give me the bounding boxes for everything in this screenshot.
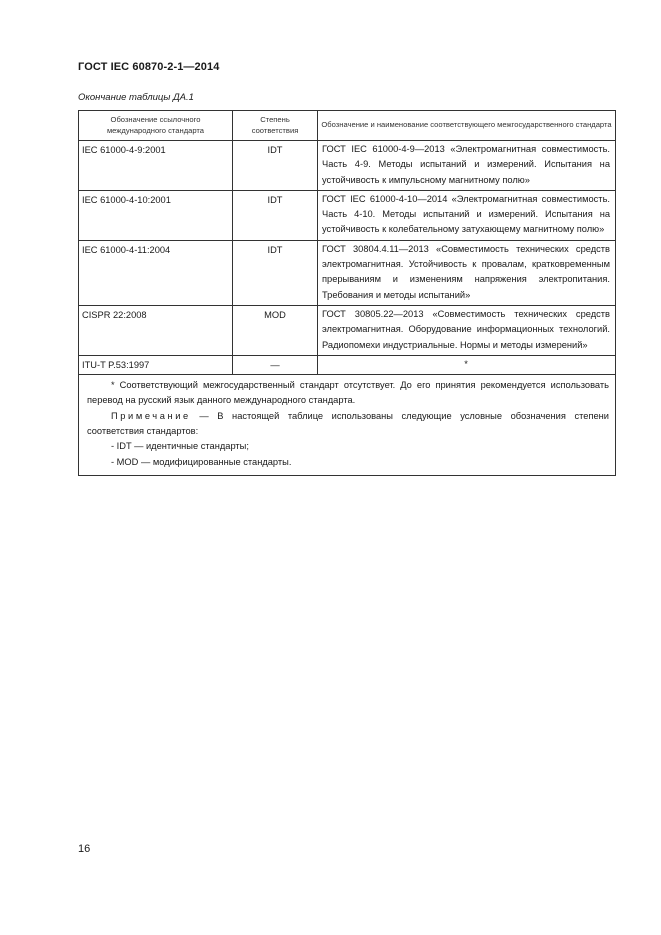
legend-item-mod: - MOD — модифицированные стандарты. <box>111 456 292 467</box>
column-header-ref-standard: Обозначение ссылочного международного стандарта <box>79 111 233 141</box>
ref-standard-cell: IEC 61000-4-11:2004 <box>79 240 233 305</box>
table-row <box>79 355 616 374</box>
column-header-national-standard: Обозначение и наименование соответствующего межгосударственного стандарта <box>318 111 616 141</box>
table-notes-cell <box>79 375 616 476</box>
degree-cell: IDT <box>233 240 318 305</box>
standards-correspondence-table <box>78 110 616 476</box>
ref-standard-cell: IEC 61000-4-10:2001 <box>79 190 233 240</box>
degree-cell: IDT <box>233 141 318 191</box>
ref-standard-cell: CISPR 22:2008 <box>79 305 233 355</box>
column-header-degree: Степень соответствия <box>233 111 318 141</box>
legend-item-idt: - IDT — идентичные стандарты; <box>111 441 249 452</box>
table-header-row <box>79 111 616 141</box>
table-row <box>79 305 616 355</box>
national-standard-cell: ГОСТ IEC 61000-4-10—2014 «Электромагнитная совместимость. Часть 4-10. Методы испытаний и измерений. Испытания на устойчивость к колебательному затухающему магнитному полю» <box>318 190 616 240</box>
degree-cell: — <box>233 355 318 374</box>
note-paragraph <box>87 409 609 440</box>
degree-cell: MOD <box>233 305 318 355</box>
table-notes-row <box>79 375 616 476</box>
note-label: Примечание <box>111 410 191 421</box>
degree-cell: IDT <box>233 190 318 240</box>
table-caption: Окончание таблицы ДА.1 <box>78 92 194 103</box>
table-row <box>79 240 616 305</box>
national-standard-cell: ГОСТ IEC 61000-4-9—2013 «Электромагнитная совместимость. Часть 4-9. Методы испытаний и измерений. Испытания на устойчивость к импульсному магнитному полю» <box>318 141 616 191</box>
table-row <box>79 141 616 191</box>
ref-standard-cell: ITU-T P.53:1997 <box>79 355 233 374</box>
footnote-text: * Соответствующий межгосударственный стандарт отсутствует. До его принятия рекомендуется использовать перевод на русский язык данного международного стандарта. <box>87 380 609 406</box>
page-number: 16 <box>78 843 91 855</box>
note-text: — В настоящей таблице использованы следующие условные обозначения степени соответствия стандартов: <box>87 410 609 437</box>
national-standard-cell: ГОСТ 30804.4.11—2013 «Совместимость технических средств электромагнитная. Устойчивость к провалам, кратковременным прерываниям и изменениям напряжения электропитания. Требования и методы испытаний» <box>318 240 616 305</box>
national-standard-cell: * <box>318 355 616 374</box>
document-header: ГОСТ IEC 60870-2-1—2014 <box>78 61 220 73</box>
table-row <box>79 190 616 240</box>
national-standard-cell: ГОСТ 30805.22—2013 «Совместимость технических средств электромагнитная. Оборудование информационных технологий. Радиопомехи индустриальные. Нормы и методы измерений» <box>318 305 616 355</box>
ref-standard-cell: IEC 61000-4-9:2001 <box>79 141 233 191</box>
